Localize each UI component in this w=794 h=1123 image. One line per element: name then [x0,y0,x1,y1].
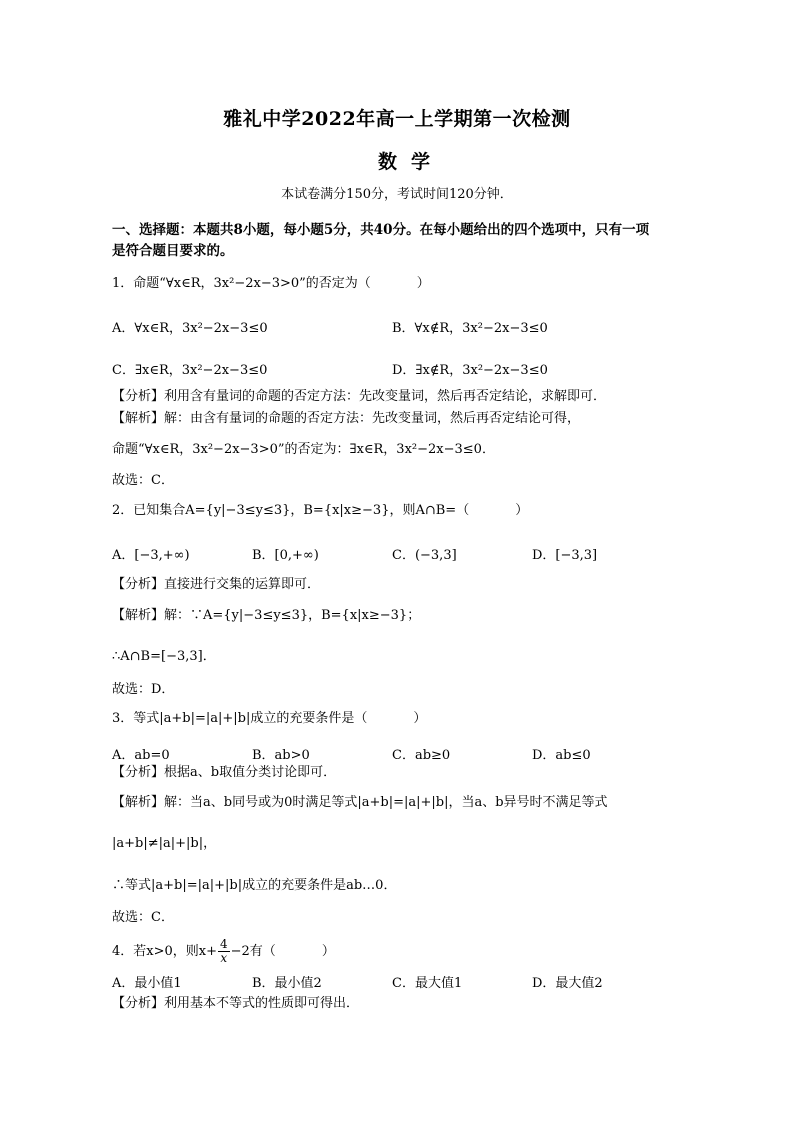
q2-stem-end: ） [515,503,529,518]
q4-fraction [218,938,230,965]
q4-stem-end: ） [321,944,335,959]
q2-option-b: B．[0,+∞) [252,548,319,563]
page-title: 雅礼中学2022年高一上学期第一次检测 [223,108,571,130]
q4-option-a: A．最小值1 [112,976,182,991]
q4-analysis: 【分析】利用基本不等式的性质即可得出． [112,996,360,1011]
q2-analysis: 【分析】直接进行交集的运算即可． [112,577,321,592]
q1-option-a: A．∀x∈R，3x²−2x−3≤0 [112,321,268,336]
q2-solution-line2: ∴A∩B=[−3,3]． [112,649,216,664]
q1-answer: 故选：C． [112,473,174,488]
subject-heading: 数学 [377,151,444,173]
q3-solution-line2: |a+b|≠|a|+|b|， [112,836,217,851]
q3-option-b: B．ab>0 [252,748,310,763]
q3-stem-end: ） [413,711,427,726]
q2-option-d: D．[−3,3] [532,548,598,563]
q4-fraction-numerator: 4 [220,937,228,951]
q1-stem-text: 1．命题“∀x∈R，3x²−2x−3>0”的否定为（ [112,276,371,291]
q2-stem-text: 2．已知集合A={y|−3≤y≤3}，B={x|x≥−3}，则A∩B=（ [112,503,470,518]
q3-option-a: A．ab=0 [112,748,170,763]
q2-solution-line1: 【解析】解：∵A={y|−3≤y≤3}，B={x|x≥−3}； [112,608,421,623]
q4-stem-pre: 4．若x>0，则x+ [112,944,217,959]
q3-stem-text: 3．等式|a+b|=|a|+|b|成立的充要条件是（ [112,711,368,726]
q1-option-c: C．∃x∈R，3x²−2x−3≤0 [112,363,268,378]
q1-option-b: B．∀x∉R，3x²−2x−3≤0 [392,321,548,336]
q1-stem [112,275,430,293]
q3-solution-line1: 【解析】解：当a、b同号或为0时满足等式|a+b|=|a|+|b|，当a、b异号时不满足等式 [112,795,608,810]
q2-option-a: A．[−3,+∞) [112,548,190,563]
q1-solution-line1: 【解析】解：由含有量词的命题的否定方法：先改变量词，然后再否定结论可得， [112,411,581,426]
q2-answer: 故选：D． [112,682,175,697]
q4-stem [112,938,335,965]
q2-option-c: C．(−3,3] [392,548,457,563]
q4-option-d: D．最大值2 [532,976,603,991]
exam-note: 本试卷满分150分，考试时间120分钟． [281,187,513,202]
q4-option-c: C．最大值1 [392,976,463,991]
q3-stem [112,710,426,728]
q4-stem-post: −2有（ [230,944,276,959]
section-heading-line1: 一、选择题：本题共8小题，每小题5分，共40分。在每小题给出的四个选项中，只有一项 [112,222,650,238]
q3-answer: 故选：C． [112,910,174,925]
q1-option-d: D．∃x∉R，3x²−2x−3≤0 [392,363,548,378]
q1-stem-end: ） [416,276,430,291]
q3-option-d: D．ab≤0 [532,748,591,763]
q3-option-c: C．ab≥0 [392,748,451,763]
q4-fraction-denominator: x [220,951,228,965]
q4-option-b: B．最小值2 [252,976,322,991]
q3-solution-line3: ∴等式|a+b|=|a|+|b|成立的充要条件是ab…0． [112,878,397,893]
q3-analysis: 【分析】根据a、b取值分类讨论即可． [112,765,337,780]
q2-stem [112,502,528,520]
q1-analysis: 【分析】利用含有量词的命题的否定方法：先改变量词，然后再否定结论，求解即可． [112,389,607,404]
q1-solution-line2: 命题“∀x∈R，3x²−2x−3>0”的否定为：∃x∈R，3x²−2x−3≤0． [112,442,495,457]
section-heading-line2: 是符合题目要求的。 [112,243,234,259]
